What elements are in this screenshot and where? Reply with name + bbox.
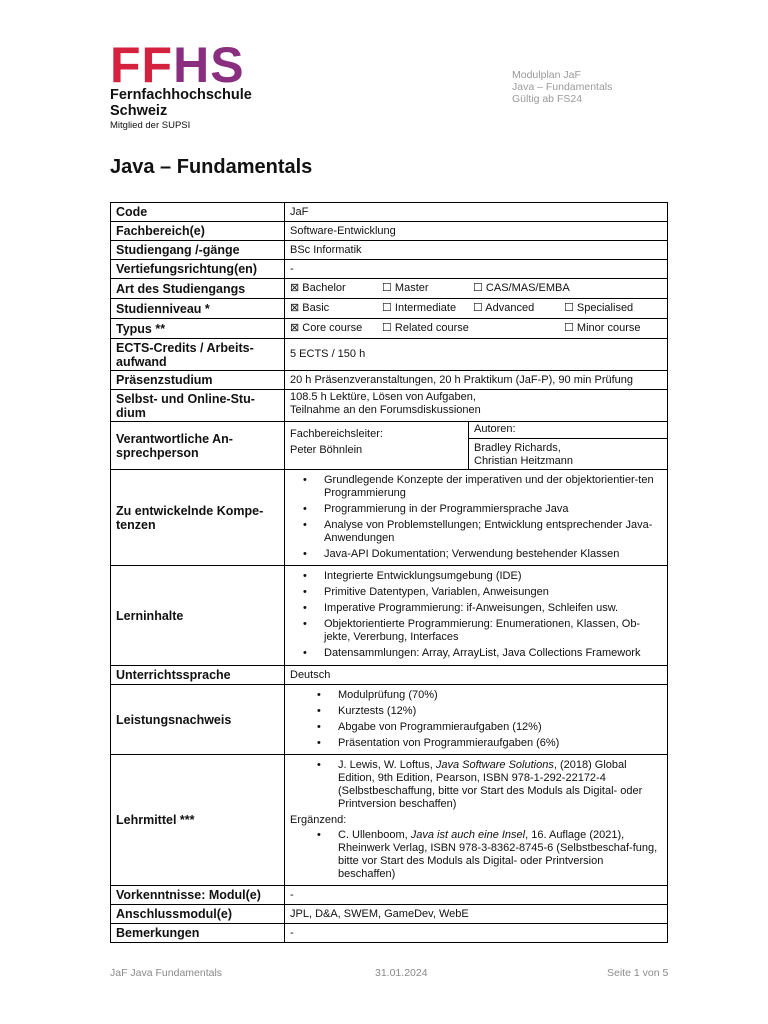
footer-date: 31.01.2024	[375, 967, 428, 979]
checkbox-minor-course: ☐ Minor course	[564, 322, 641, 334]
list-item: • Analyse von Problemstellungen; Entwicklung entsprechender Java-Anwendungen	[324, 519, 662, 545]
table-row	[111, 222, 668, 241]
checkbox-bachelor: ⊠ Bachelor	[290, 282, 346, 294]
checkbox-cas: ☐ CAS/MAS/EMBA	[473, 282, 570, 294]
page-title: Java – Fundamentals	[110, 156, 313, 178]
fachbereichsleiter-name: Peter Böhnlein	[290, 444, 363, 456]
footer-page-number: Seite 1 von 5	[607, 967, 669, 979]
row-label: Vertiefungsrichtung(en)	[111, 260, 285, 279]
row-label: ECTS-Credits / Arbeits-aufwand	[111, 339, 285, 371]
logo-line-1: Fernfachhochschule	[110, 87, 252, 103]
row-value: JPL, D&A, SWEM, GameDev, WebE	[285, 905, 668, 924]
table-row	[111, 260, 668, 279]
checkbox-group	[285, 319, 668, 339]
row-value: 20 h Präsenzveranstaltungen, 20 h Praktikum (JaF-P), 90 min Prüfung	[285, 371, 668, 390]
row-label: Studienniveau *	[111, 299, 285, 319]
list-item: • Integrierte Entwicklungsumgebung (IDE)	[324, 570, 662, 583]
modulplan-label: Modulplan JaF	[512, 69, 581, 81]
table-row	[111, 566, 668, 666]
checkbox-specialised: ☐ Specialised	[564, 302, 634, 314]
list-item: • Grundlegende Konzepte der imperativen und der objektorientier-ten Programmierung	[324, 474, 662, 500]
checkbox-advanced: ☐ Advanced	[473, 302, 535, 314]
fachbereichsleiter-label: Fachbereichsleiter:	[290, 428, 383, 440]
table-row	[111, 886, 668, 905]
book-title: Java ist auch eine Insel	[410, 829, 526, 841]
row-label: Typus **	[111, 319, 285, 339]
table-row	[111, 299, 668, 319]
row-value: 5 ECTS / 150 h	[285, 339, 668, 371]
table-row	[111, 470, 668, 566]
row-value	[285, 390, 668, 422]
list-item: • Kurztests (12%)	[338, 705, 662, 718]
footer-module: JaF Java Fundamentals	[110, 967, 223, 979]
row-label: Studiengang /-gänge	[111, 241, 285, 260]
row-label: Verantwortliche An-sprechperson	[111, 422, 285, 470]
row-value: Deutsch	[285, 666, 668, 685]
row-value	[285, 755, 668, 886]
row-label: Unterrichtssprache	[111, 666, 285, 685]
row-value	[285, 685, 668, 755]
row-value: JaF	[285, 203, 668, 222]
table-row	[111, 924, 668, 943]
row-label: Lerninhalte	[111, 566, 285, 666]
table-row	[111, 755, 668, 886]
list-item: • Java-API Dokumentation; Verwendung bestehender Klassen	[324, 548, 662, 561]
lehrmittel-list-1	[290, 759, 662, 811]
row-label: Vorkenntnisse: Modul(e)	[111, 886, 285, 905]
lehrmittel-list-2	[290, 829, 662, 881]
checkbox-core-course: ⊠ Core course	[290, 322, 363, 334]
checkbox-basic: ⊠ Basic	[290, 302, 330, 314]
logo-line-2: Schweiz	[110, 103, 168, 119]
responsible-cell	[285, 422, 668, 470]
list-item: • Imperative Programmierung: if-Anweisungen, Schleifen usw.	[324, 602, 662, 615]
row-label: Leistungsnachweis	[111, 685, 285, 755]
header-info	[512, 69, 612, 105]
reference-item: • J. Lewis, W. Loftus, Java Software Solutions, (2018) Global Edition, 9th Edition, Pearson, ISBN 978-1-292-22172-4 (Selbstbeschaffung, bitte vor Start des Moduls als Digital- oder Printversion beschaffen)	[338, 759, 662, 811]
row-label: Lehrmittel ***	[111, 755, 285, 886]
table-row	[111, 203, 668, 222]
table-row	[111, 422, 668, 470]
logo-tagline: Mitglied der SUPSI	[110, 120, 191, 131]
ergaenzend-label: Ergänzend:	[290, 814, 347, 826]
table-row	[111, 319, 668, 339]
row-value	[285, 566, 668, 666]
autoren-block	[468, 421, 667, 470]
list-item: • Objektorientierte Programmierung: Enumerationen, Klassen, Ob-jekte, Vererbung, Interfaces	[324, 618, 662, 644]
checkbox-master: ☐ Master	[382, 282, 429, 294]
table-row	[111, 390, 668, 422]
table-row	[111, 685, 668, 755]
list-item: • Programmierung in der Programmiersprache Java	[324, 503, 662, 516]
row-label: Zu entwickelnde Kompe-tenzen	[111, 470, 285, 566]
autor-1: Bradley Richards,	[474, 442, 561, 454]
row-label: Präsenzstudium	[111, 371, 285, 390]
row-label: Fachbereich(e)	[111, 222, 285, 241]
checkbox-group	[285, 299, 668, 319]
kompetenzen-list	[290, 474, 662, 561]
list-item: • Primitive Datentypen, Variablen, Anweisungen	[324, 586, 662, 599]
table-row	[111, 279, 668, 299]
leistung-list	[290, 689, 662, 750]
list-item: • Präsentation von Programmieraufgaben (6%)	[338, 737, 662, 750]
autoren-label: Autoren:	[469, 423, 667, 439]
table-row	[111, 371, 668, 390]
reference-item: • C. Ullenboom, Java ist auch eine Insel, 16. Auflage (2021), Rheinwerk Verlag, ISBN 978-3-8362-8745-6 (Selbstbeschaf-fung, bitte vor Start des Moduls als Digital- oder Printversion beschaffen)	[338, 829, 662, 881]
row-value: -	[285, 260, 668, 279]
checkbox-intermediate: ☐ Intermediate	[382, 302, 457, 314]
valid-from-label: Gültig ab FS24	[512, 93, 583, 105]
checkbox-related-course: ☐ Related course	[382, 322, 469, 334]
module-name-label: Java – Fundamentals	[512, 81, 613, 93]
list-item: • Modulprüfung (70%)	[338, 689, 662, 702]
table-row	[111, 666, 668, 685]
row-label: Code	[111, 203, 285, 222]
table-row	[111, 905, 668, 924]
table-row	[111, 339, 668, 371]
logo-wordmark: FFHS	[110, 37, 245, 93]
row-value	[285, 470, 668, 566]
row-value: -	[285, 924, 668, 943]
lerninhalte-list	[290, 570, 662, 660]
list-item: • Abgabe von Programmieraufgaben (12%)	[338, 721, 662, 734]
checkbox-group	[285, 279, 668, 299]
row-label: Bemerkungen	[111, 924, 285, 943]
book-title: Java Software Solutions	[435, 759, 554, 771]
selbst-line-2: Teilnahme an den Forumsdiskussionen	[290, 404, 481, 416]
row-value: Software-Entwicklung	[285, 222, 668, 241]
table-row	[111, 241, 668, 260]
selbst-line-1: 108.5 h Lektüre, Lösen von Aufgaben,	[290, 391, 476, 403]
row-label: Anschlussmodul(e)	[111, 905, 285, 924]
row-value: -	[285, 886, 668, 905]
row-label: Selbst- und Online-Stu-dium	[111, 390, 285, 422]
autor-2: Christian Heitzmann	[474, 455, 574, 467]
list-item: • Datensammlungen: Array, ArrayList, Java Collections Framework	[324, 647, 662, 660]
fachbereichsleiter-block	[290, 422, 468, 469]
ffhs-logo	[110, 37, 252, 132]
row-label: Art des Studiengangs	[111, 279, 285, 299]
module-table	[110, 202, 668, 943]
row-value: BSc Informatik	[285, 241, 668, 260]
